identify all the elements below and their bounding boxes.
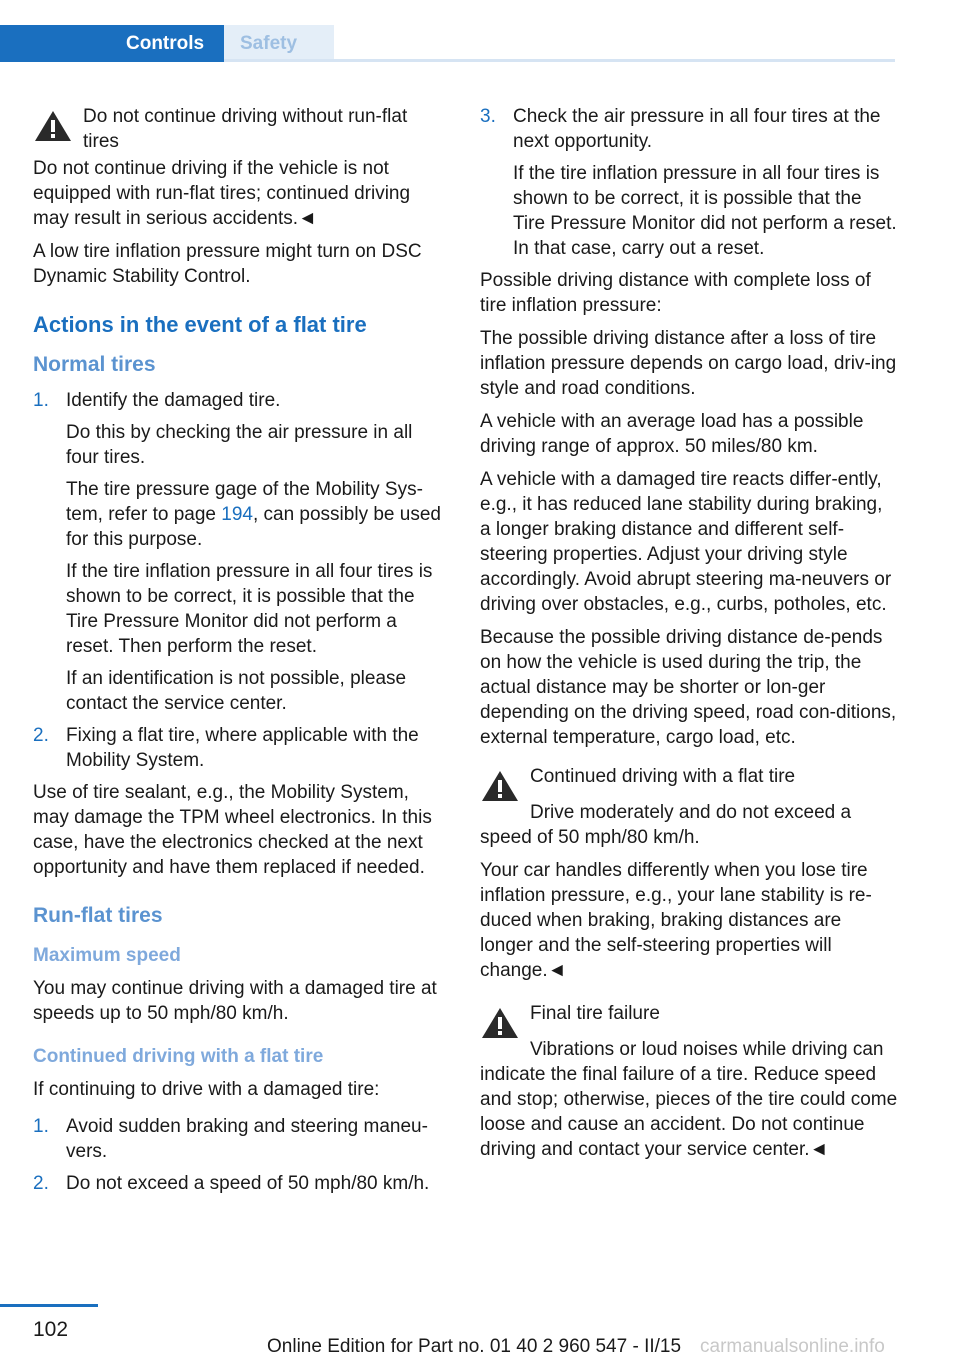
- warning-triangle-icon: [33, 108, 73, 144]
- numbered-list-continued: [480, 104, 898, 261]
- paragraph-sealant: Use of tire sealant, e.g., the Mobility System, may damage the TPM wheel electronics. In this case, have the electronics checked at the next opportunity and have them replaced if needed.: [33, 782, 432, 878]
- warning-body: [480, 1037, 898, 1162]
- list-text: Fixing a flat tire, where applicable with the Mobility System.: [66, 725, 419, 771]
- list-number: 1.: [33, 390, 49, 411]
- footer-rule: [0, 1304, 98, 1307]
- warning-continued-driving: [480, 764, 898, 808]
- list-text: Check the air pressure in all four tires at the next opportunity.: [513, 106, 881, 152]
- heading-maximum-speed: Maximum speed: [33, 945, 181, 966]
- tab-safety-label: Safety: [240, 33, 298, 54]
- paragraph-average-load: A vehicle with an average load has a possible driving range of approx. 50 miles/80 km.: [480, 411, 864, 457]
- warning-run-flat: [33, 104, 448, 154]
- left-column: [33, 104, 448, 1203]
- tab-safety[interactable]: [224, 25, 334, 59]
- right-column: [480, 104, 898, 1170]
- watermark: carmanualsonline.info: [700, 1336, 885, 1357]
- list-number: 1.: [33, 1116, 49, 1137]
- tab-controls[interactable]: [0, 25, 224, 62]
- numbered-list-run-flat: [33, 1114, 448, 1196]
- list-text: Do this by checking the air pressure in all four tires.: [66, 422, 413, 468]
- list-item: [480, 104, 898, 261]
- list-item: [33, 1171, 448, 1196]
- warning-title: Continued driving with a flat tire: [530, 766, 796, 787]
- heading-actions-flat-tire: Actions in the event of a flat tire: [33, 312, 367, 337]
- paragraph-continued: If continuing to drive with a damaged tire:: [33, 1079, 380, 1100]
- warning-title: Final tire failure: [530, 1003, 660, 1024]
- list-text: Avoid sudden braking and steering maneu-vers.: [66, 1116, 428, 1162]
- paragraph-depends: The possible driving distance after a loss of tire inflation pressure depends on cargo load, driv-ing style and road conditions.: [480, 328, 897, 399]
- chapter-tabs: [0, 25, 895, 62]
- heading-continued-driving: Continued driving with a flat tire: [33, 1046, 324, 1067]
- warning-triangle-icon: [480, 1005, 520, 1041]
- list-item: [33, 1114, 448, 1164]
- heading-run-flat-tires: Run-flat tires: [33, 904, 163, 927]
- list-text: If an identification is not possible, please contact the service center.: [66, 668, 407, 714]
- list-text: If the tire inflation pressure in all four tires is shown to be correct, it is possible that the Tire Pressure Monitor did not perform a reset. In that case, carry out a reset.: [513, 163, 897, 259]
- page-reference-link[interactable]: 194: [221, 504, 253, 525]
- list-number: 2.: [33, 725, 49, 746]
- paragraph-damaged-tire: A vehicle with a damaged tire reacts differ-ently, e.g., it has reduced lane stability during braking, a longer braking distance and different self-steering properties. Adjust your driving style accordingly. Avoid abrupt steering ma-neuvers or driving over obstacles, e.g., curbs, potholes, etc.: [480, 469, 892, 615]
- heading-normal-tires: Normal tires: [33, 353, 156, 376]
- paragraph-because: Because the possible driving distance de-pends on how the vehicle is used during the trip, the actual distance may be shorter or lon-ger depending on the driving speed, road con-ditions, external temperature, cargo load, etc.: [480, 627, 897, 748]
- list-text: Do not exceed a speed of 50 mph/80 km/h.: [66, 1173, 430, 1194]
- text-span: , can possibly be used for this purpose.: [66, 504, 441, 550]
- list-number: 3.: [480, 106, 496, 127]
- paragraph-possible-distance: Possible driving distance with complete loss of tire inflation pressure:: [480, 270, 871, 316]
- text-span: The tire pressure gage of the Mobility Sys-tem, refer to page: [66, 479, 423, 525]
- warning-body-text: Vibrations or loud noises while driving can indicate the final failure of a tire. Reduce speed and stop; otherwise, pieces of the tire could come loose and cause an accident. Do not continue driving and contact your service center.◄: [480, 1039, 898, 1160]
- list-text: Identify the damaged tire.: [66, 390, 281, 411]
- warning-final-failure: [480, 1001, 898, 1045]
- list-text: If the tire inflation pressure in all four tires is shown to be correct, it is possible that the Tire Pressure Monitor did not perform a reset. Then perform the reset.: [66, 561, 433, 657]
- list-number: 2.: [33, 1173, 49, 1194]
- warning-body-text: Drive moderately and do not exceed a speed of 50 mph/80 km/h.: [480, 802, 852, 848]
- tab-controls-label: Controls: [126, 33, 205, 54]
- numbered-list-normal: [33, 388, 448, 773]
- list-item: [33, 388, 448, 716]
- paragraph-handles: Your car handles differently when you lose tire inflation pressure, e.g., your lane stability is re-duced when braking, braking distances are longer and the self-steering properties will change.◄: [480, 860, 872, 981]
- list-text: [66, 477, 448, 552]
- list-item: [33, 723, 448, 773]
- warning-title: Do not continue driving without run-flat tires: [83, 106, 408, 152]
- page-number: 102: [33, 1318, 69, 1341]
- paragraph-max-speed: You may continue driving with a damaged tire at speeds up to 50 mph/80 km/h.: [33, 978, 437, 1024]
- paragraph-dsc: A low tire inflation pressure might turn on DSC Dynamic Stability Control.: [33, 241, 422, 287]
- edition-text: Online Edition for Part no. 01 40 2 960 547 - II/15: [267, 1336, 682, 1357]
- warning-triangle-icon: [480, 768, 520, 804]
- warning-body: Do not continue driving if the vehicle is not equipped with run-flat tires; continued driving may result in serious accidents.◄: [33, 158, 411, 229]
